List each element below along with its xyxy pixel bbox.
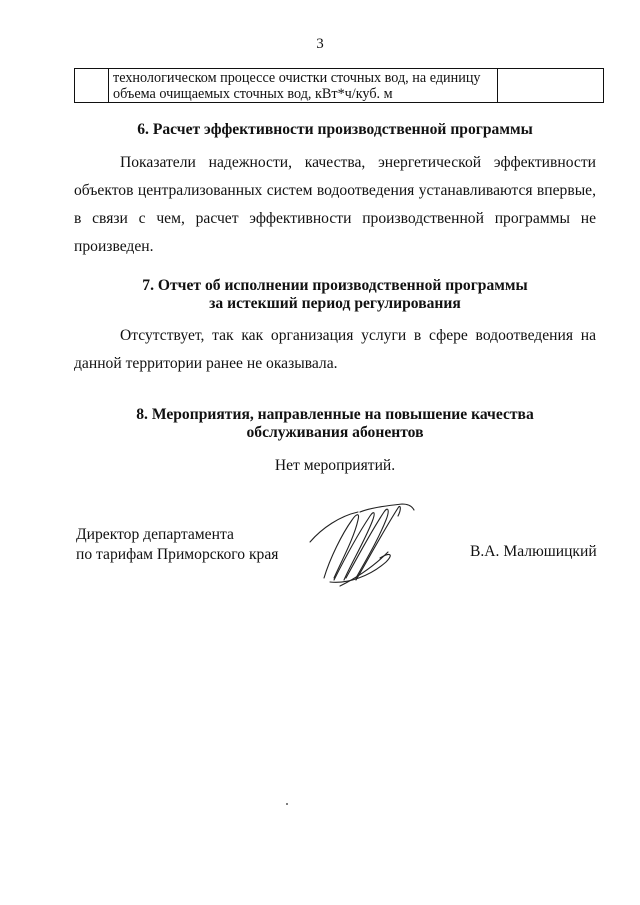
- handwritten-signature: [300, 498, 418, 590]
- signatory-position: [76, 525, 278, 565]
- section-7-title-line2: за истекший период регулирования: [209, 295, 461, 312]
- signatory-position-line1: Директор департамента: [76, 526, 234, 543]
- section-8-title-line1: 8. Мероприятия, направленные на повышение качества: [136, 406, 534, 423]
- scan-dot: [286, 803, 288, 805]
- section-8-title: [74, 406, 596, 442]
- table-cell-description: [109, 69, 498, 103]
- table-cell-line: объема очищаемых сточных вод, кВт*ч/куб. м: [113, 86, 393, 102]
- section-7-body: Отсутствует, так как организация услуги в сфере водоотведения на данной территории ранее не оказывала.: [74, 327, 596, 372]
- signatory-name: В.А. Малюшицкий: [470, 543, 597, 560]
- indicator-table: [74, 68, 604, 103]
- section-8-body: Нет мероприятий.: [274, 457, 396, 474]
- section-7-title: [74, 277, 596, 313]
- section-6-body: Показатели надежности, качества, энергетической эффективности объектов централизованных систем водоотведения устанавливаются впервые, в связи с чем, расчет эффективности производственной программы не произведен.: [74, 154, 596, 255]
- table-cell-line: технологическом процессе очистки сточных вод, на единицу: [113, 70, 481, 86]
- page-number: 3: [316, 36, 324, 52]
- section-7-title-line1: 7. Отчет об исполнении производственной программы: [142, 277, 528, 294]
- table-cell-number: [75, 69, 109, 103]
- section-6-title: 6. Расчет эффективности производственной программы: [137, 121, 533, 138]
- table-cell-value: [498, 69, 604, 103]
- table-row: [75, 69, 604, 103]
- signatory-position-line2: по тарифам Приморского края: [76, 546, 279, 563]
- section-8-title-line2: обслуживания абонентов: [246, 424, 424, 441]
